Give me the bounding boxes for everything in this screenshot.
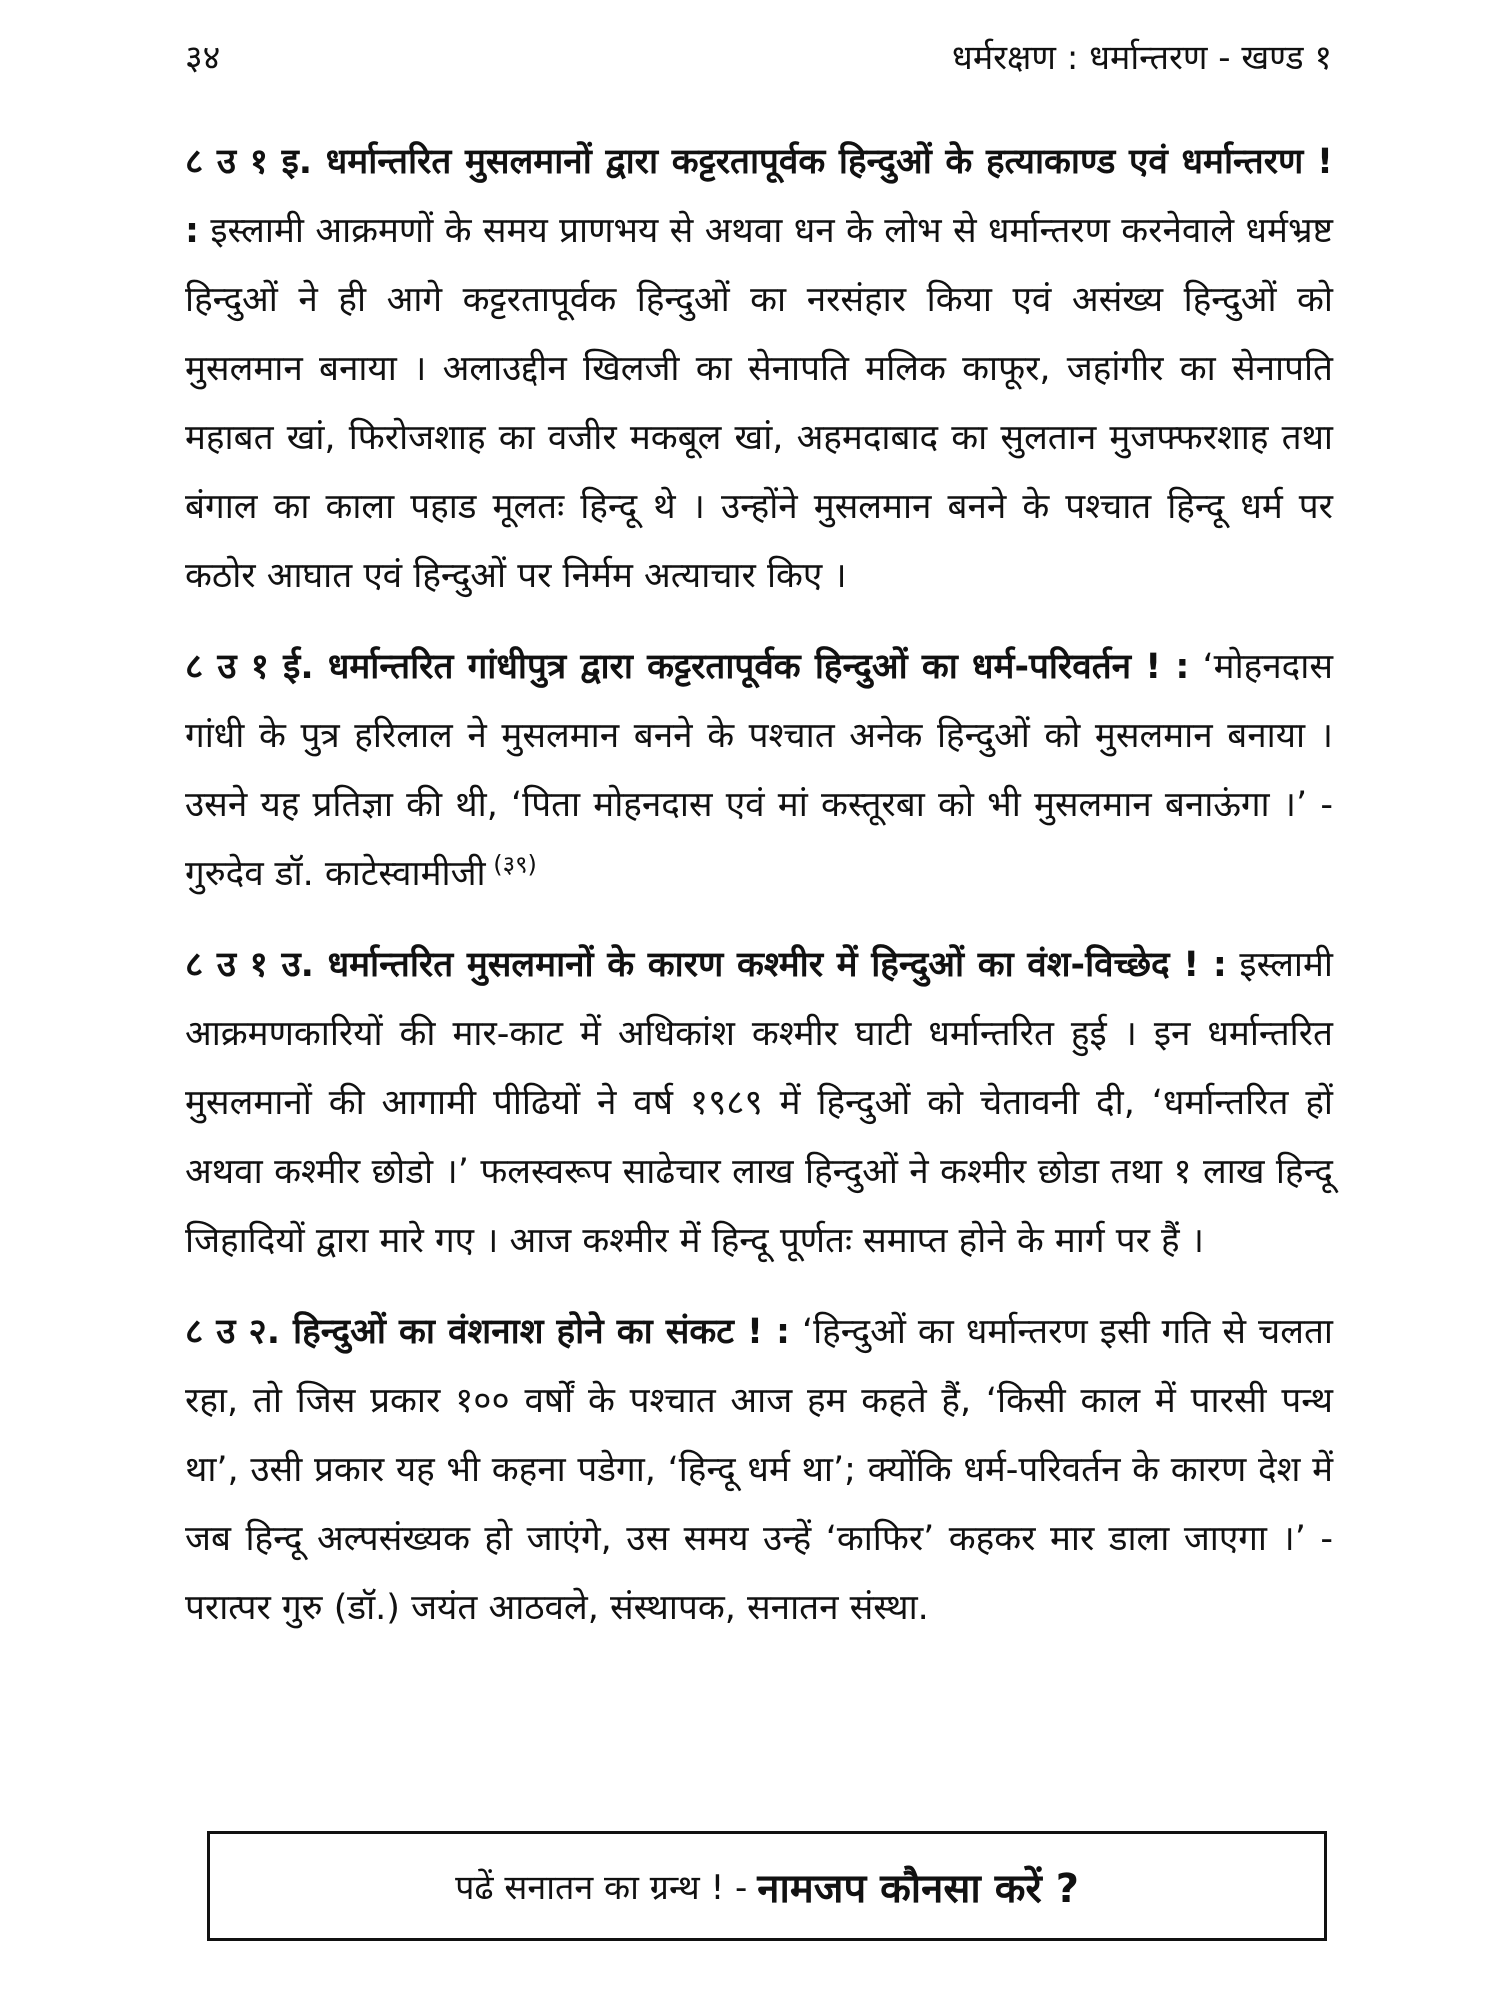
section-body: इस्लामी आक्रमणों के समय प्राणभय से अथवा धन के लोभ से धर्मान्तरण करनेवाले धर्मभ्रष्ट हिन्दुओं ने ही आगे कट्टरतापूर्वक हिन्दुओं का नरसंहार किया एवं असंख्य हिन्दुओं को मुसलमान बनाया । अलाउद्दीन खिलजी का सेनापति मलिक काफूर, जहांगीर का सेनापति महाबत खां, फिरोजशाह का वजीर मकबूल खां, अहमदाबाद का सुलतान मुजफ्फरशाह तथा बंगाल का काला पहाड मूलतः हिन्दू थे । उन्होंने मुसलमान बनने के पश्चात हिन्दू धर्म पर कठोर आघात एवं हिन्दुओं पर निर्मम अत्याचार किए । [185, 211, 1333, 596]
section-body: ‘हिन्दुओं का धर्मान्तरण इसी गति से चलता रहा, तो जिस प्रकार १०० वर्षों के पश्चात आज हम कहते हैं, ‘किसी काल में पारसी पन्थ था’, उसी प्रकार यह भी कहना पडेगा, ‘हिन्दू धर्म था’; क्योंकि धर्म-परिवर्तन के कारण देश में जब हिन्दू अल्पसंख्यक हो जाएंगे, उस समय उन्हें ‘काफिर’ कहकर मार डाला जाएगा ।’ - परात्पर गुरु (डॉ.) जयंत आठवले, संस्थापक, सनातन संस्था. [185, 1312, 1334, 1628]
page-content [185, 128, 1333, 1665]
page-number: ३४ [185, 38, 221, 78]
banner-book-title: नामजप कौनसा करें ? [757, 1865, 1079, 1912]
section-heading: ८ उ १ ई. धर्मान्तरित गांधीपुत्र द्वारा कट्टरतापूर्वक हिन्दुओं का धर्म-परिवर्तन ! : [185, 647, 1190, 687]
section-heading: ८ उ १ इ. धर्मान्तरित मुसलमानों द्वारा कट्टरतापूर्वक हिन्दुओं के हत्याकाण्ड एवं धर्मान्तरण ! : [185, 142, 1333, 251]
running-title: धर्मरक्षण : धर्मान्तरण - खण्ड १ [951, 38, 1332, 78]
section-body: इस्लामी आक्रमणकारियों की मार-काट में अधिकांश कश्मीर घाटी धर्मान्तरित हुई । इन धर्मान्तरित मुसलमानों की आगामी पीढियों ने वर्ष १९८९ में हिन्दुओं को चेतावनी दी, ‘धर्मान्तरित हों अथवा कश्मीर छोडो ।’ फलस्वरूप साढेचार लाख हिन्दुओं ने कश्मीर छोडा तथा १ लाख हिन्दू जिहादियों द्वारा मारे गए । आज कश्मीर में हिन्दू पूर्णतः समाप्त होने के मार्ग पर हैं । [185, 945, 1333, 1261]
section-8u1i [185, 128, 1333, 611]
section-8u1u [185, 931, 1333, 1276]
section-heading: ८ उ १ उ. धर्मान्तरित मुसलमानों के कारण कश्मीर में हिन्दुओं का वंश-विच्छेद ! : [185, 945, 1227, 985]
section-8u1ii [185, 633, 1333, 909]
section-body: ‘मोहनदास गांधी के पुत्र हरिलाल ने मुसलमान बनने के पश्चात अनेक हिन्दुओं को मुसलमान बनाया । उसने यह प्रतिज्ञा की थी, ‘पिता मोहनदास एवं मां कस्तूरबा को भी मुसलमान बनाऊंगा ।’ - गुरुदेव डॉ. काटेस्वामीजी [185, 647, 1333, 894]
book-promo-banner [207, 1831, 1327, 1941]
section-8u2 [185, 1298, 1333, 1643]
footnote-reference: (३९) [485, 850, 537, 879]
page-header [185, 28, 1332, 84]
banner-prefix: पढें सनातन का ग्रन्थ ! - [455, 1868, 748, 1908]
section-heading: ८ उ २. हिन्दुओं का वंशनाश होने का संकट ! : [185, 1312, 790, 1352]
